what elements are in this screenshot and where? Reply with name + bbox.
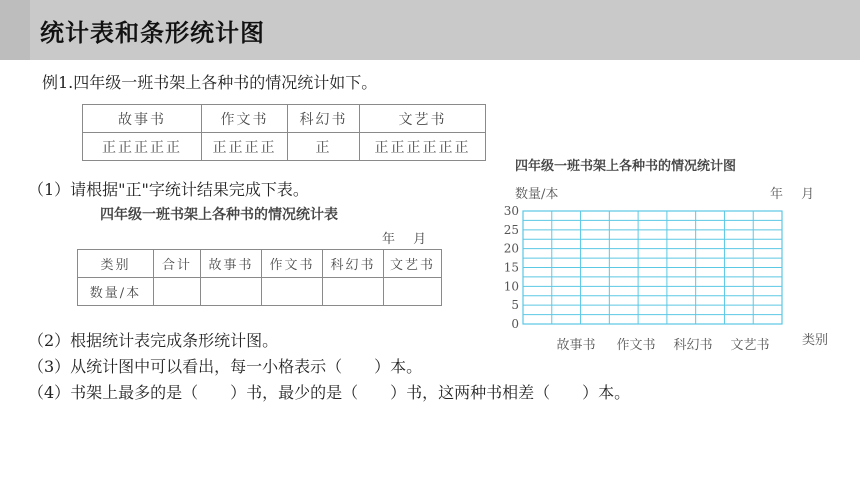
stat-table xyxy=(77,249,442,306)
question-2: （2）根据统计表完成条形统计图。 xyxy=(28,331,279,350)
chart-ylabel: 数量/本 xyxy=(515,187,559,202)
chart-category-label: 科幻书 xyxy=(673,338,713,353)
tally-header-cell: 文艺书 xyxy=(360,105,486,133)
page-title: 统计表和条形统计图 xyxy=(40,19,265,47)
chart-category-label: 故事书 xyxy=(556,338,596,353)
chart-category-label: 作文书 xyxy=(616,338,656,353)
chart-category-label: 文艺书 xyxy=(730,338,770,353)
question-1: （1）请根据"正"字统计结果完成下表。 xyxy=(28,180,309,199)
stat-blank-cell[interactable] xyxy=(262,278,323,306)
stat-value-row xyxy=(78,278,442,306)
stat-row-label: 数量/本 xyxy=(78,278,154,306)
stat-header-cell: 合计 xyxy=(154,250,201,278)
stat-table-title: 四年级一班书架上各种书的情况统计表 xyxy=(100,207,338,223)
tally-cell: 正正正正正正 xyxy=(360,133,486,161)
tally-cell: 正正正正正 xyxy=(83,133,202,161)
stat-header-cell: 文艺书 xyxy=(384,250,442,278)
question-3: （3）从统计图中可以看出，每一小格表示（ ）本。 xyxy=(28,357,423,376)
stat-header-cell: 作文书 xyxy=(262,250,323,278)
chart-ytick-label: 20 xyxy=(503,241,519,256)
stat-table-date: 年 月 xyxy=(382,232,427,247)
stat-blank-cell[interactable] xyxy=(154,278,201,306)
header-accent xyxy=(0,0,30,60)
stat-header-cell: 科幻书 xyxy=(323,250,384,278)
stat-header-cell: 类别 xyxy=(78,250,154,278)
tally-header-cell: 故事书 xyxy=(83,105,202,133)
chart-title: 四年级一班书架上各种书的情况统计图 xyxy=(515,159,737,174)
stat-blank-cell[interactable] xyxy=(323,278,384,306)
tally-value-row xyxy=(83,133,486,161)
question-4: （4）书架上最多的是（ ）书，最少的是（ ）书，这两种书相差（ ）本。 xyxy=(28,383,631,402)
chart-ytick-label: 30 xyxy=(503,204,519,218)
chart-ytick-label: 5 xyxy=(511,298,519,313)
chart-xlabel: 类别 xyxy=(802,333,829,348)
stat-blank-cell[interactable] xyxy=(201,278,262,306)
chart-ytick-label: 0 xyxy=(511,317,519,331)
tally-table xyxy=(82,104,486,161)
tally-cell: 正正正正 xyxy=(202,133,288,161)
tally-header-row xyxy=(83,105,486,133)
stat-blank-cell[interactable] xyxy=(384,278,442,306)
stat-header-cell: 故事书 xyxy=(201,250,262,278)
chart-ytick-label: 15 xyxy=(503,260,519,275)
tally-cell: 正 xyxy=(288,133,360,161)
tally-header-cell: 作文书 xyxy=(202,105,288,133)
chart-ytick-label: 25 xyxy=(503,222,519,237)
bar-chart-grid xyxy=(490,178,840,358)
chart-ytick-label: 10 xyxy=(503,279,519,294)
chart-date-label: 年 月 xyxy=(770,187,815,202)
tally-header-cell: 科幻书 xyxy=(288,105,360,133)
example-text: 例1.四年级一班书架上各种书的情况统计如下。 xyxy=(42,73,378,92)
stat-header-row xyxy=(78,250,442,278)
